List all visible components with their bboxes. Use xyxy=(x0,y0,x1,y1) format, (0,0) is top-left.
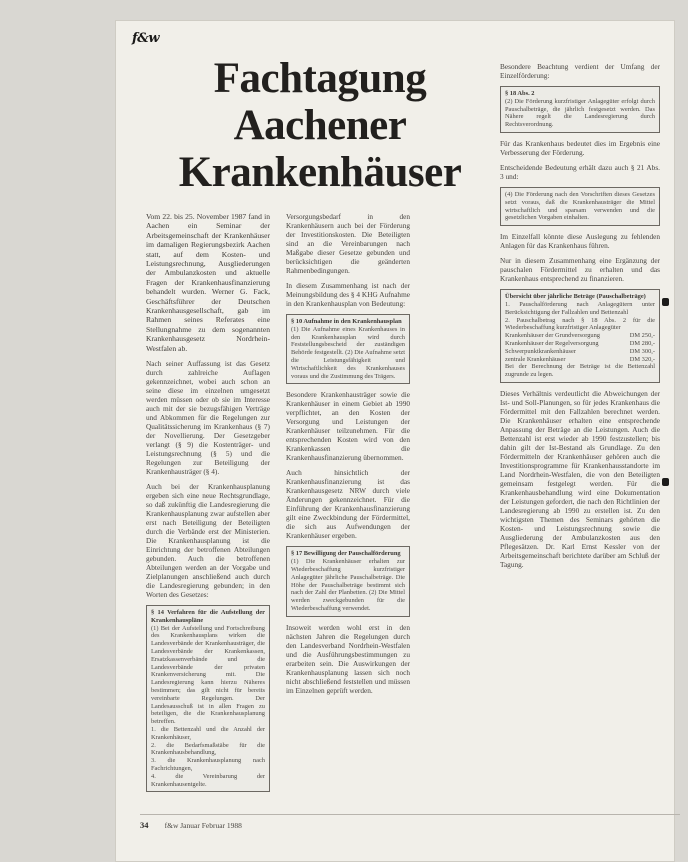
law-excerpt-footnote: Bei der Berechnung der Beträge ist die Bettenzahl zugrunde zu legen. xyxy=(505,363,655,379)
page-footer xyxy=(140,820,242,830)
page-number: 34 xyxy=(140,820,149,830)
amount-value: DM 300,- xyxy=(629,347,655,355)
law-excerpt-box xyxy=(286,546,410,616)
law-excerpt-body: (1) Die Aufnahme eines Krankenhauses in den Krankenhausplan wird durch Feststellungsbescheid der zuständigen Behörde festgestellt. (2) Die Aufnahme setzt die Leistungsfähigkeit und Wirtschaftlichkeit des Krankenhauses voraus und die Zustimmung des Trägers. xyxy=(291,325,405,380)
amount-row xyxy=(505,332,655,340)
lead-paragraph: Vom 22. bis 25. November 1987 fand in Aachen ein Seminar der Arbeitsgemeinschaft der Krankenhäuser im damaligen Regierungsbezirk Aachen statt, auf dem Kosten- und Leistungsrechnung, Ausgliederungen der Ambulanzkosten und aktuelle Fragen der Krankenhausfinanzierung behandelt wurden. Werner G. Fack, Geschäftsführer der Deutschen Krankenhausgesellschaft, gab im Rahmen seines Referates eine Stellungnahme zu dem sogenannten Krankenhausgesetz Nordrhein-Westfalen ab. xyxy=(146,212,270,353)
body-paragraph: Versorgungsbedarf in den Krankenhäusern auch bei der Förderung der Investitionskosten. Die Beteiligten sind an die Vereinbarungen nach Maßgabe dieser Gesetze gebunden und berücksichtigen die geänderten Rahmenbedingungen. xyxy=(286,212,410,275)
headline-line-2: Aachener xyxy=(233,102,407,149)
amount-row xyxy=(505,356,655,364)
binder-hole-mark xyxy=(662,298,669,306)
law-excerpt-title: § 14 Verfahren für die Aufstellung der Krankenhauspläne xyxy=(151,609,265,624)
amount-value: DM 250,- xyxy=(629,332,655,340)
law-excerpt-body: (1) Die Krankenhäuser erhalten zur Wiederbeschaffung kurzfristiger Anlagegüter jährliche Pauschalbeträge. Die Höhe der Pauschalbeträge bestimmt sich nach der Zahl der Planbetten. (2) Die Mittel werden zweckgebunden für die Wiederbeschaffung verwendet. xyxy=(291,558,405,612)
amount-label: Krankenhäuser der Grundversorgung xyxy=(505,332,601,340)
amount-row xyxy=(505,348,655,356)
amount-label: zentrale Krankenhäuser xyxy=(505,355,566,363)
law-excerpt-item: 2. Pauschalbetrag nach § 18 Abs. 2 für die Wiederbeschaffung kurzfristiger Anlagegüter xyxy=(505,316,655,332)
body-paragraph: Entscheidende Bedeutung erhält dazu auch § 21 Abs. 3 und: xyxy=(500,162,660,181)
magazine-logo: f&w xyxy=(132,31,160,46)
law-excerpt-item: 4. die Vereinbarung der Krankenhausentgelte. xyxy=(151,772,265,788)
body-paragraph: Dieses Verhältnis verdeutlicht die Abweichungen der Ist- und Soll-Planungen, so für jedes Krankenhaus die Fördermittel mit den Fallzahlen berechnet werden. Die Krankenhäuser erhalten eine entsprechende Anpassung der Beträge an die Leistungen. Auch die Bettenzahl ist erst wieder ab 1990 festzustellen; bis dahin gilt der Ist-Bestand als Grundlage. Zu den Fördermitteln der Krankenhäuser gehören auch die Investitionsprogramme für Krankenhausstandorte im Land Nordrhein-Westfalen, die von den Beteiligten gemeinsam festgelegt werden. Für die Krankenhausbehandlung wird eine Dokumentation der Leistungen gefordert, die nach den Richtlinien der Landesregierung ab 1990 zu erstellen ist. Zu den wichtigsten Themen des Seminars gehörten die Kosten- und Leistungsrechnung sowie die Ausgliederung der Ambulanzkosten aus den Pflegesätzen. Dr. Karl Ernst Kessler von der Arbeitsgemeinschaft berichtete darüber am Schluß der Tagung. xyxy=(500,388,660,569)
column-3 xyxy=(500,62,660,808)
body-paragraph: Auch bei der Krankenhausplanung ergeben sich eine neue Rechtsgrundlage, so daß zukünftig die Landesregierung die Krankenhausplanung zwar aufstellen aber erst nach Beteiligung der Beteiligten durch die Verbände erst der Ministerien. Die Krankenhausplanung ist die Einrichtung der betroffenen Abteilungen gebunden. Auch die betroffenen Abteilungen werden an der Vorgabe und Zielplanungen anschließend auch durch die Landesregierung gebunden; in den Worten des Gesetzes: xyxy=(146,482,270,600)
body-paragraph: Auch hinsichtlich der Krankenhausfinanzierung ist das Krankenhausgesetz NRW durch viele Änderungen gekennzeichnet. Für die Einführung der Krankenhausfinanzierung gilt eine Zweckbindung der Fördermittel, die sich aus Aufwendungen der Krankenhäuser ergeben. xyxy=(286,468,410,541)
column-2 xyxy=(286,212,410,808)
amount-label: Schwerpunktkrankenhäuser xyxy=(505,347,576,355)
amount-row xyxy=(505,340,655,348)
law-excerpt-box xyxy=(146,605,270,792)
law-excerpt-box xyxy=(500,86,660,133)
law-excerpt-title: § 10 Aufnahme in den Krankenhausplan xyxy=(291,318,402,325)
law-excerpt-box xyxy=(500,289,660,383)
body-paragraph: Insoweit werden wohl erst in den nächsten Jahren die Regelungen durch den Landesverband Nordrhein-Westfalen und die Ausführungsbestimmungen zu erarbeiten sein. Die Auswirkungen der Krankenhausplanung lassen sich noch nicht abschließend feststellen und müssen im Einzelnen geprüft werden. xyxy=(286,622,410,695)
law-excerpt-box xyxy=(500,187,660,226)
body-paragraph: Besondere Beachtung verdient der Umfang der Einzelförderung: xyxy=(500,62,660,80)
body-paragraph: Nach seiner Auffassung ist das Gesetz durch zahlreiche Auflagen gekennzeichnet, wobei auch schon an seine diese im einzelnen umgesetzt werden müssen oder ob sie im Interesse auch mit der sie bezugsfähigen Verträge und Abkommen für die Regelungen zur Qualitätssicherung im Krankenhaus (§ 7) der Novellierung. Der Gesetzgeber verlangt (§ 9) die Kostenträger- und Leistungsrechnung (§ 5) und die Regelungen zur Beteiligung der Krankenhausträger (§ 4). xyxy=(146,359,270,477)
law-excerpt-item: 2. die Bedarfsmaßstäbe für die Krankenhausbehandlung, xyxy=(151,741,265,757)
body-paragraph: Nur in diesem Zusammenhang eine Ergänzung der pauschalen Fördermittel zu erhalten und das Krankenhaus entsprechend zu finanzieren. xyxy=(500,256,660,284)
amount-value: DM 280,- xyxy=(629,339,655,347)
law-excerpt-title: § 18 Abs. 2 xyxy=(505,90,535,97)
amount-value: DM 320,- xyxy=(629,355,655,363)
law-excerpt-item: 1. die Bettenzahl und die Anzahl der Krankenhäuser, xyxy=(151,726,265,741)
body-paragraph: Für das Krankenhaus bedeutet dies im Ergebnis eine Verbesserung der Förderung. xyxy=(500,138,660,157)
amount-label: Krankenhäuser der Regelversorgung xyxy=(505,339,599,347)
body-paragraph: In diesem Zusammenhang ist nach der Meinungsbildung des § 4 KHG Aufnahme in den Krankenhausplan von Bedeutung: xyxy=(286,281,410,308)
law-excerpt-body: (4) Die Förderung nach den Vorschriften dieses Gesetzes setzt voraus, daß die Krankenhausträger die Mittel wirtschaftlich und sparsam verwenden und die gesetzlichen Vorgaben einhalten. xyxy=(505,190,655,222)
law-excerpt-title: Übersicht über jährliche Beträge (Pauschalbeträge) xyxy=(505,293,646,301)
footer-rule xyxy=(140,814,680,815)
law-excerpt-body: (1) Bei der Aufstellung und Fortschreibung des Krankenhausplans wirken die Landesverbände der Krankenhausträger, die Landesverbände der Krankenkassen, Ersatzkassenverbände und die Landesverbände der privaten Krankenversicherung mit. Die Landesregierung kann hierzu Näheres bestimmen; das gilt nicht für bereits vereinbarte Regelungen. Der Landesausschuß ist in allen Fragen zu beteiligen, die die Krankenhausplanung betreffen. xyxy=(151,624,265,726)
headline-line-3: Krankenhäuser xyxy=(178,149,462,196)
law-excerpt-item: 3. die Krankenhausplanung nach Fachrichtungen, xyxy=(151,757,265,773)
headline-line-1: Fachtagung xyxy=(213,55,427,102)
binder-hole-mark xyxy=(662,478,669,486)
law-excerpt-item: 1. Pauschalförderung nach Anlagegütern unter Berücksichtigung der Fallzahlen und Bettenzahl xyxy=(505,300,655,316)
issue-reference: f&w Januar Februar 1988 xyxy=(164,821,242,830)
body-paragraph: Im Einzelfall könnte diese Auslegung zu fehlenden Anlagen für das Krankenhaus führen. xyxy=(500,232,660,251)
column-1 xyxy=(146,212,270,808)
law-excerpt-body: (2) Die Förderung kurzfristiger Anlagegüter erfolgt durch Pauschalbeträge, die jährlich festgesetzt werden. Das Nähere regelt die Landesregierung durch Rechtsverordnung. xyxy=(505,97,655,129)
page-title xyxy=(150,55,490,196)
law-excerpt-title: § 17 Bewilligung der Pauschalförderung xyxy=(291,550,401,558)
law-excerpt-box xyxy=(286,314,410,384)
body-paragraph: Besondere Krankenhausträger sowie die Krankenhäuser in einem Gebiet ab 1990 verpflichtet, an den Kosten der Versorgung und Leistungen der Krankenhäuser teilzunehmen. Für die entsprechenden Kosten wird von den Krankenkassen die Krankenhausfinanzierung übernommen. xyxy=(286,390,410,463)
